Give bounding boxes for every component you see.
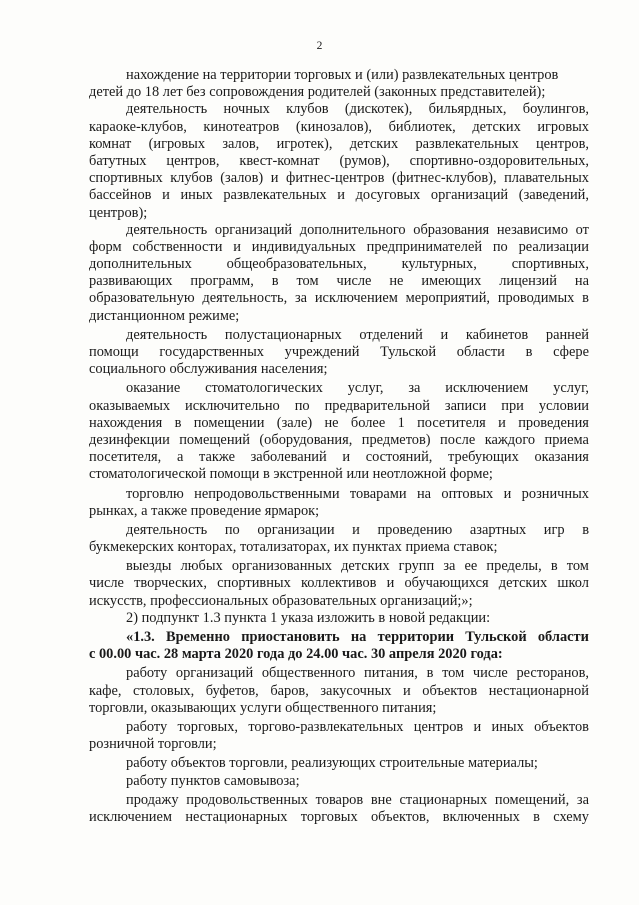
word: боулингов, xyxy=(522,101,589,118)
word: и xyxy=(498,414,506,431)
word: в xyxy=(174,414,182,431)
word: работу xyxy=(126,718,168,735)
word: детских xyxy=(341,558,390,575)
word: творческих, xyxy=(134,575,207,592)
word: также xyxy=(198,449,235,466)
word: пределы, xyxy=(486,558,542,575)
word: и xyxy=(352,521,360,538)
word: стационарных xyxy=(399,791,488,808)
word: за xyxy=(443,558,456,575)
word: нахождения xyxy=(89,414,163,431)
word: деятельность xyxy=(126,221,208,238)
word: оказания xyxy=(534,449,589,466)
text-line: детей до 18 лет без сопровождения родителей (законных представителей); xyxy=(89,84,546,101)
text-line xyxy=(89,344,589,361)
word: на xyxy=(416,485,432,502)
word: включенных xyxy=(442,808,520,825)
text-line: социального обслуживания населения; xyxy=(89,361,328,378)
text-line: букмекерских конторах, тотализаторах, их пунктах приема ставок; xyxy=(89,539,498,556)
word: приема xyxy=(544,431,589,448)
text-line xyxy=(89,256,589,273)
word: иных xyxy=(180,187,213,204)
word: услуг, xyxy=(553,380,589,397)
word: полустационарных xyxy=(224,326,342,343)
word: схему xyxy=(553,808,589,825)
word: в xyxy=(550,558,558,575)
word: и xyxy=(386,575,395,592)
word: азартных xyxy=(469,521,527,538)
word: посетителя xyxy=(417,414,486,431)
word: (зале) xyxy=(276,414,313,431)
word: и xyxy=(403,682,411,699)
word: школ xyxy=(557,575,589,592)
word: центров xyxy=(413,718,464,735)
word: исключением xyxy=(89,808,172,825)
text-line xyxy=(89,398,589,415)
word: требующих xyxy=(448,449,519,466)
text-line: нахождение на территории торговых и (или) развлекательных центров xyxy=(126,67,559,83)
word: помещении xyxy=(193,414,265,431)
word: ночных xyxy=(223,101,270,118)
word: приостановить xyxy=(241,629,340,645)
text-line xyxy=(89,239,589,256)
word: «1.3. xyxy=(126,629,155,645)
text-line xyxy=(89,327,589,344)
word: реализации xyxy=(518,238,589,255)
word: форм xyxy=(89,238,122,255)
word: области xyxy=(537,629,589,645)
word: а xyxy=(176,449,184,466)
text-line xyxy=(89,575,589,592)
word: сфере xyxy=(553,344,589,360)
text-line xyxy=(89,170,589,187)
word: помещений xyxy=(179,431,250,448)
text-line: с 00.00 час. 28 марта 2020 года до 24.00 час. 30 апреля 2020 года: xyxy=(89,646,503,663)
word: организации xyxy=(257,521,335,538)
word: закусочных xyxy=(320,682,392,699)
word: развлекательных xyxy=(223,187,327,204)
text-line xyxy=(89,719,589,736)
word: за xyxy=(295,290,308,307)
word: (дискотек), xyxy=(344,101,413,118)
word: Временно xyxy=(166,629,230,645)
word: спортивных xyxy=(89,170,163,187)
text-line xyxy=(89,290,589,307)
word: питания, xyxy=(364,665,418,682)
word: условии xyxy=(538,397,589,414)
word: после xyxy=(440,431,476,448)
word: программ, xyxy=(190,273,254,290)
word: Тульской xyxy=(465,629,527,645)
text-line xyxy=(89,629,589,646)
word: дополнительного xyxy=(299,221,406,238)
word: и xyxy=(342,449,351,466)
word: выезды xyxy=(126,558,172,575)
text-line: центров); xyxy=(89,204,148,221)
word: спортивных, xyxy=(511,256,589,273)
word: бильярдных, xyxy=(428,101,507,118)
text-line xyxy=(89,792,589,809)
word: исключением xyxy=(314,290,398,307)
word: (фитнес-клубов), xyxy=(391,170,497,187)
word: групп xyxy=(398,558,435,575)
text-line: работу объектов торговли, реализующих строительные материалы; xyxy=(126,755,538,772)
word: и xyxy=(440,326,449,343)
word: (кинозалов), xyxy=(295,118,373,135)
word: кафе, xyxy=(89,682,122,699)
word: оказываемых xyxy=(89,397,171,414)
word: нестационарной xyxy=(488,682,589,699)
text-line xyxy=(89,187,589,204)
word: спортивно-оздоровительных, xyxy=(409,152,589,169)
word: центров, xyxy=(166,152,220,169)
text-line xyxy=(89,119,589,136)
word: заболеваний xyxy=(250,449,327,466)
word: том xyxy=(442,665,465,682)
word: объектов xyxy=(422,682,478,699)
word: числе xyxy=(89,575,124,592)
word: караоке-клубов, xyxy=(89,118,187,135)
word: (залов) xyxy=(220,170,264,187)
text-line: стоматологической помощи в экстренной или неотложной форме; xyxy=(89,466,493,483)
text-line xyxy=(89,449,589,466)
text-line xyxy=(89,415,589,432)
word: оказание xyxy=(126,380,181,397)
word: записи xyxy=(444,397,487,414)
word: в xyxy=(582,521,589,538)
text-line xyxy=(89,273,589,290)
word: досуговых xyxy=(355,187,421,204)
text-line xyxy=(89,153,589,170)
word: за xyxy=(576,791,589,808)
word: ресторанов, xyxy=(516,665,589,682)
word: по xyxy=(492,238,508,255)
word: квест-комнат xyxy=(239,152,320,169)
text-line xyxy=(89,558,589,575)
text-line: 2) подпункт 1.3 пункта 1 указа изложить в новой редакции: xyxy=(126,609,491,626)
word: детских xyxy=(472,118,521,135)
word: буфетов, xyxy=(205,682,259,699)
word: развивающих xyxy=(89,273,173,290)
text-line xyxy=(89,432,589,449)
text-line xyxy=(89,222,589,239)
word: товарами xyxy=(349,485,407,502)
word: мероприятий, xyxy=(405,290,491,307)
text-line xyxy=(89,380,589,397)
text-line: искусств, профессиональных образовательных организаций;»; xyxy=(89,592,473,609)
word: ранней xyxy=(545,326,589,343)
text-line: дистанционном режиме; xyxy=(89,307,240,324)
word: библиотек, xyxy=(388,118,456,135)
word: обучающихся xyxy=(404,575,489,592)
word: за xyxy=(408,380,421,397)
word: торговых xyxy=(300,808,358,825)
word: организованных xyxy=(231,558,332,575)
word: вне xyxy=(370,791,392,808)
word: состояний, xyxy=(365,449,433,466)
word: собственности xyxy=(132,238,223,255)
word: торгово-развлекательных xyxy=(248,718,404,735)
word: помещений, xyxy=(494,791,570,808)
word: территории xyxy=(377,629,455,645)
word: клубов xyxy=(170,170,213,187)
word: независимо xyxy=(496,221,569,238)
word: товаров xyxy=(315,791,364,808)
word: клубов xyxy=(286,101,329,118)
word: стоматологических xyxy=(205,380,323,397)
word: и xyxy=(337,187,345,204)
text-line: торговли, оказывающих услуги общественного питания; xyxy=(89,699,437,716)
word: организаций xyxy=(175,665,254,682)
word: по xyxy=(224,521,240,538)
word: в xyxy=(271,273,279,290)
word: на xyxy=(574,273,589,290)
word: залов, xyxy=(222,135,260,152)
word: спортивных xyxy=(217,575,291,592)
word: нестационарных xyxy=(185,808,288,825)
word: Тульской xyxy=(380,344,437,360)
document-body xyxy=(89,67,589,826)
word: и xyxy=(503,485,512,502)
word: и xyxy=(233,238,241,255)
word: баров, xyxy=(270,682,309,699)
page-number: 2 xyxy=(316,40,323,52)
word: лицензий xyxy=(499,273,557,290)
word: оптовых xyxy=(441,485,494,502)
text-line xyxy=(89,522,589,539)
word: проведения xyxy=(518,414,589,431)
text-line xyxy=(89,809,589,826)
word: государственных xyxy=(159,344,264,360)
text-line xyxy=(89,136,589,153)
text-line xyxy=(89,665,589,682)
word: продовольственных xyxy=(186,791,308,808)
word: (румов), xyxy=(339,152,390,169)
word: общеобразовательных, xyxy=(226,256,367,273)
text-line: работу пунктов самовывоза; xyxy=(126,772,300,789)
word: бассейнов xyxy=(89,187,152,204)
word: работу xyxy=(126,665,168,682)
word: по xyxy=(294,397,310,414)
text-line xyxy=(89,101,589,118)
word: при xyxy=(501,397,524,414)
text-line xyxy=(89,683,589,700)
word: исключительно xyxy=(185,397,280,414)
word: батутных xyxy=(89,152,147,169)
word: в xyxy=(582,290,589,307)
word: 1 xyxy=(397,414,405,431)
word: предметов) xyxy=(361,431,431,448)
word: детских xyxy=(498,575,548,592)
word: проведению xyxy=(377,521,453,538)
word: объектов, xyxy=(370,808,430,825)
word: иных xyxy=(491,718,524,735)
word: более xyxy=(350,414,386,431)
word: проводимых xyxy=(497,290,575,307)
word: индивидуальных xyxy=(251,238,356,255)
word: не xyxy=(389,273,404,290)
word: объектов xyxy=(534,718,589,735)
word: (оборудования, xyxy=(259,431,353,448)
word: образования xyxy=(413,221,490,238)
word: не xyxy=(324,414,339,431)
word: в xyxy=(533,808,540,825)
word: торговлю xyxy=(126,485,184,502)
word: игр xyxy=(543,521,565,538)
word: деятельность xyxy=(126,521,208,538)
word: любых xyxy=(180,558,223,575)
word: ее xyxy=(464,558,478,575)
word: и xyxy=(473,718,482,735)
word: и xyxy=(162,187,170,204)
word: каждого xyxy=(484,431,536,448)
word: числе xyxy=(336,273,372,290)
word: развлекательных xyxy=(415,135,519,152)
word: помощи xyxy=(89,344,139,360)
word: деятельность, xyxy=(202,290,288,307)
word: розничных xyxy=(521,485,589,502)
text-line: рынках, а также проведение ярмарок; xyxy=(89,502,320,519)
word: предварительной xyxy=(324,397,430,414)
word: (игровых xyxy=(148,135,206,152)
text-line xyxy=(89,486,589,503)
word: числе xyxy=(472,665,508,682)
word: дополнительных xyxy=(89,256,192,273)
word: имеющих xyxy=(421,273,482,290)
word: дезинфекции xyxy=(89,431,170,448)
word: предпринимателей xyxy=(366,238,483,255)
word: общественного xyxy=(261,665,356,682)
word: на xyxy=(350,629,367,645)
word: исключением xyxy=(445,380,529,397)
word: игровых xyxy=(537,118,589,135)
word: учреждений xyxy=(284,344,360,360)
word: культурных, xyxy=(401,256,477,273)
word: деятельность xyxy=(126,326,208,343)
word: коллективов xyxy=(300,575,377,592)
word: образовательную xyxy=(89,290,195,307)
word: области xyxy=(456,344,505,360)
word: услуг, xyxy=(347,380,384,397)
word: в xyxy=(426,665,434,682)
word: организаций xyxy=(214,221,293,238)
word: в xyxy=(525,344,533,360)
text-line: розничной торговли; xyxy=(89,736,217,753)
word: фитнес-центров xyxy=(286,170,385,187)
word: игротек), xyxy=(276,135,333,152)
word: центров, xyxy=(535,135,589,152)
word: (заведений, xyxy=(518,187,589,204)
word: посетителя, xyxy=(89,449,162,466)
word: торговых, xyxy=(177,718,239,735)
word: непродовольственными xyxy=(194,485,340,502)
word: отделений xyxy=(359,326,423,343)
word: том xyxy=(566,558,589,575)
word: продажу xyxy=(126,791,179,808)
word: кинотеатров xyxy=(203,118,280,135)
word: организаций xyxy=(430,187,509,204)
word: столовых, xyxy=(133,682,195,699)
word: деятельность xyxy=(126,101,208,118)
word: том xyxy=(296,273,319,290)
word: комнат xyxy=(89,135,132,152)
word: кабинетов xyxy=(465,326,529,343)
word: и xyxy=(270,170,279,187)
word: от xyxy=(575,221,589,238)
word: детских xyxy=(349,135,399,152)
word: плавательных xyxy=(504,170,589,187)
